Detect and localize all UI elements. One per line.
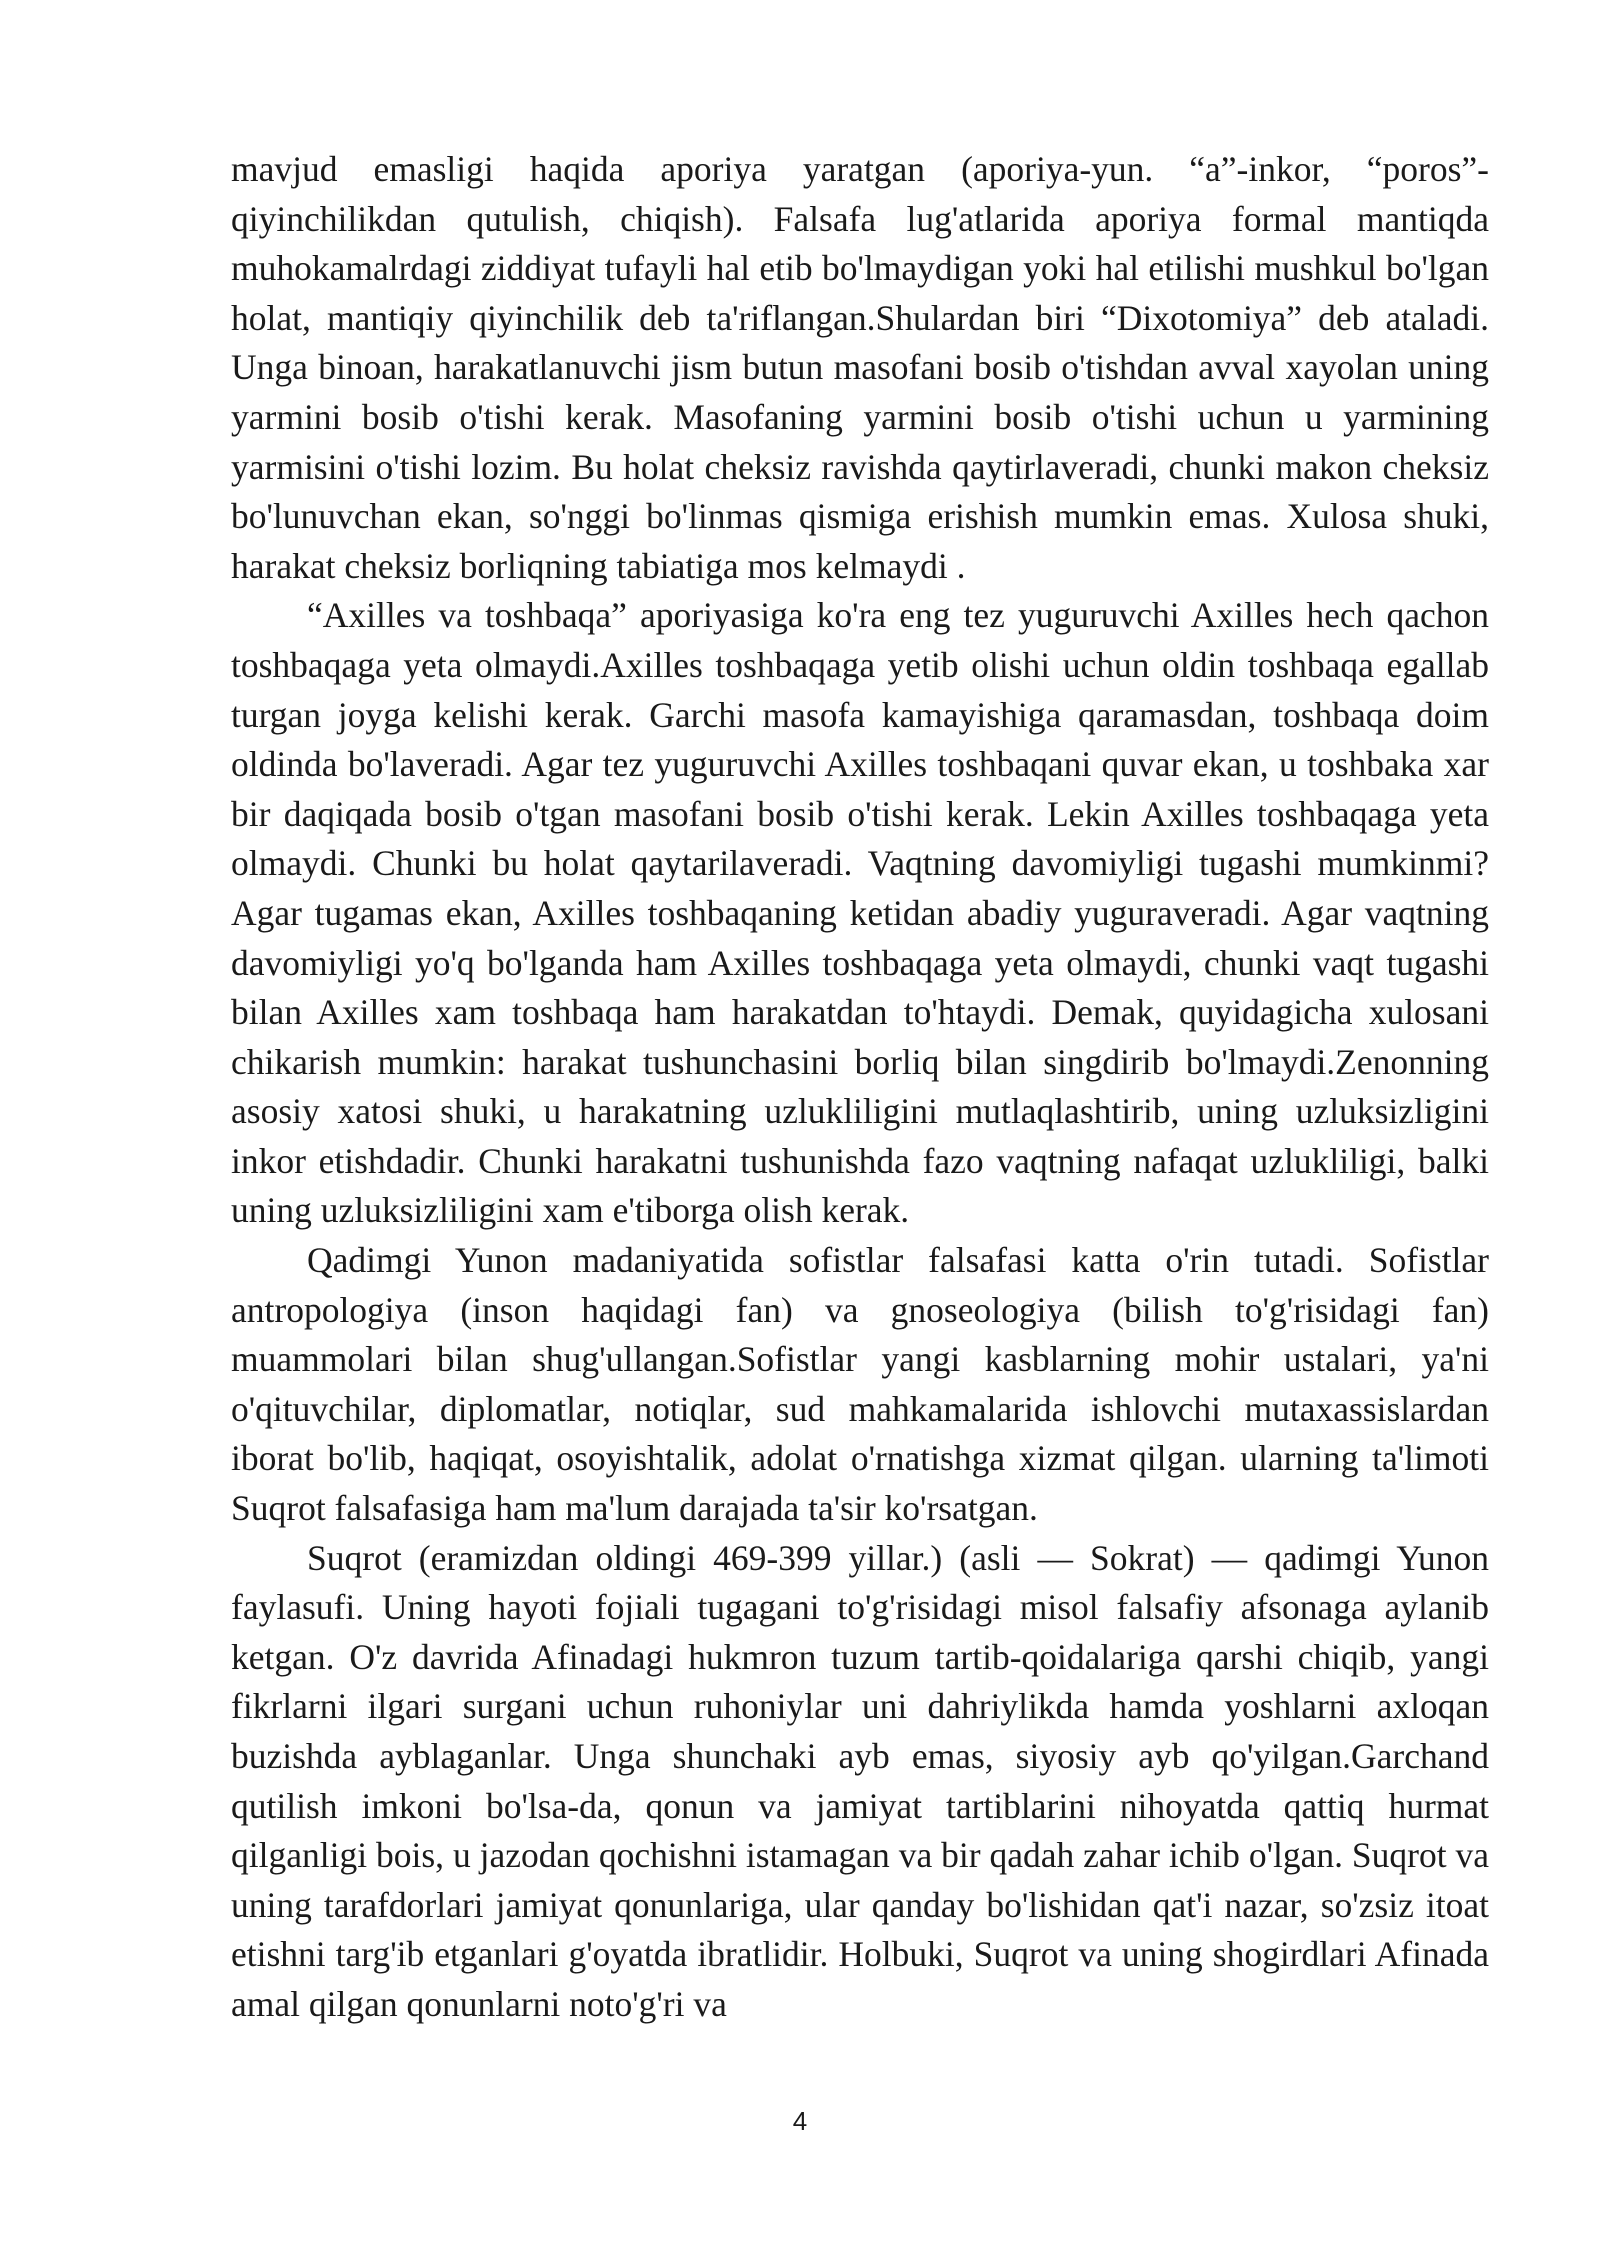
document-page (231, 145, 1489, 2030)
paragraph-aporiya-dixotomiya: mavjud emasligi haqida aporiya yaratgan (aporiya-yun. “a”-inkor, “poros”-qiyinchilikdan qutulish, chiqish). Falsafa lug'atlarida aporiya formal mantiqda muhokamalrdagi ziddiyat tufayli hal etib bo'lmaydigan yoki hal etilishi mushkul bo'lgan holat, mantiqiy qiyinchilik deb ta'riflangan.Shulardan biri “Dixotomiya” deb ataladi. Unga binoan, harakatlanuvchi jism butun masofani bosib o'tishdan avval xayolan uning yarmini bosib o'tishi kerak. Masofaning yarmini bosib o'tishi uchun u yarmining yarmisini o'tishi lozim. Bu holat cheksiz ravishda qaytirlaveradi, chunki makon cheksiz bo'lunuvchan ekan, so'nggi bo'linmas qismiga erishish mumkin emas. Xulosa shuki, harakat cheksiz borliqning tabiatiga mos kelmaydi . (231, 149, 1489, 586)
paragraph-axilles-toshbaqa: “Axilles va toshbaqa” aporiyasiga ko'ra eng tez yuguruvchi Axilles hech qachon toshbaqaga yeta olmaydi.Axilles toshbaqaga yetib olishi uchun oldin toshbaqa egallab turgan joyga kelishi kerak. Garchi masofa kamayishiga qaramasdan, toshbaqa doim oldinda bo'laveradi. Agar tez yuguruvchi Axilles toshbaqani quvar ekan, u toshbaka xar bir daqiqada bosib o'tgan masofani bosib o'tishi kerak. Lekin Axilles toshbaqaga yeta olmaydi. Chunki bu holat qaytarilaveradi. Vaqtning davomiyligi tugashi mumkinmi?Agar tugamas ekan, Axilles toshbaqaning ketidan abadiy yuguraveradi. Agar vaqtning davomiyligi yo'q bo'lganda ham Axilles toshbaqaga yeta olmaydi, chunki vaqt tugashi bilan Axilles xam toshbaqa ham harakatdan to'htaydi. Demak, quyidagicha xulosani chikarish mumkin: harakat tushunchasini borliq bilan singdirib bo'lmaydi.Zenonning asosiy xatosi shuki, u harakatning uzlukliligini mutlaqlashtirib, uning uzluksizligini inkor etishdadir. Chunki harakatni tushunishda fazo vaqtning nafaqat uzlukliligi, balki uning uzluksizliligini xam e'tiborga olish kerak. (231, 595, 1489, 1231)
paragraph-sofistlar: Qadimgi Yunon madaniyatida sofistlar falsafasi katta o'rin tutadi. Sofistlar antropologiya (inson haqidagi fan) va gnoseologiya (bilish to'g'risidagi fan) muammolari bilan shug'ullangan.Sofistlar yangi kasblarning mohir ustalari, ya'ni o'qituvchilar, diplomatlar, notiqlar, sud mahkamalarida ishlovchi mutaxassislardan iborat bo'lib, haqiqat, osoyishtalik, adolat o'rnatishga xizmat qilgan. ularning ta'limoti Suqrot falsafasiga ham ma'lum darajada ta'sir ko'rsatgan. (231, 1240, 1489, 1529)
paragraph-suqrot: Suqrot (eramizdan oldingi 469-399 yillar.) (asli — Sokrat) — qadimgi Yunon faylasufi. Uning hayoti fojiali tugagani to'g'risidagi misol falsafiy afsonaga aylanib ketgan. O'z davrida Afinadagi hukmron tuzum tartib-qoidalariga qarshi chiqib, yangi fikrlarni ilgari surgani uchun ruhoniylar uni dahriylikda hamda yoshlarni axloqan buzishda ayblaganlar. Unga shunchaki ayb emas, siyosiy ayb qo'yilgan.Garchand qutilish imkoni bo'lsa-da, qonun va jamiyat tartiblarini nihoyatda qattiq hurmat qilganligi bois, u jazodan qochishni istamagan va bir qadah zahar ichib o'lgan. Suqrot va uning tarafdorlari jamiyat qonunlariga, ular qanday bo'lishidan qat'i nazar, so'zsiz itoat etishni targ'ib etganlari g'oyatda ibratlidir. Holbuki, Suqrot va uning shogirdlari Afinada amal qilgan qonunlarni noto'g'ri va (231, 1537, 1489, 2024)
page-number: 4 (792, 2106, 808, 2136)
